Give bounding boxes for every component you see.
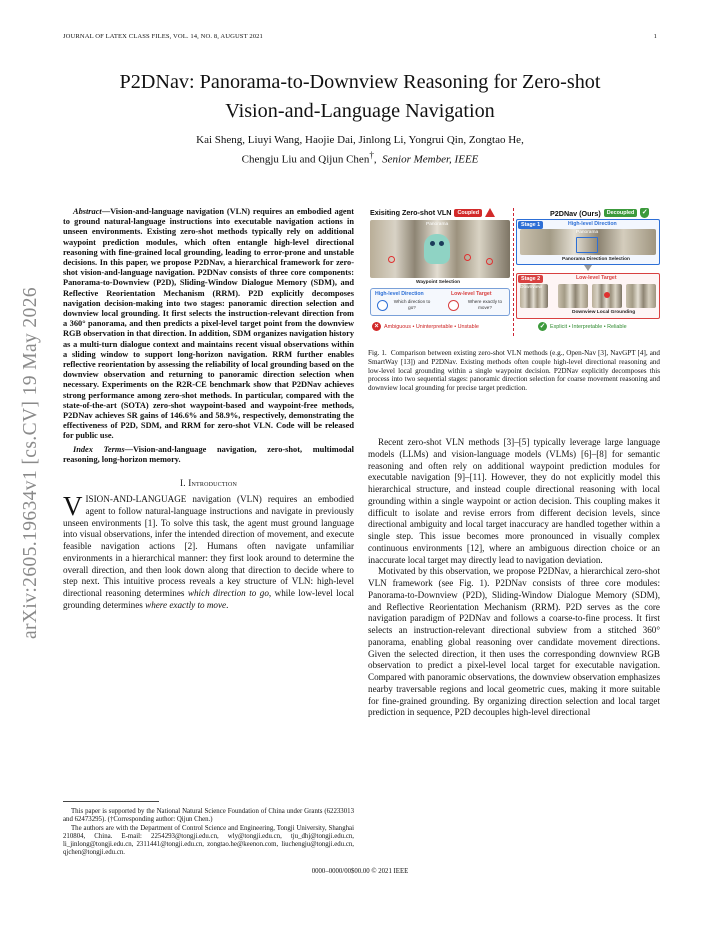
paper-title [90, 68, 630, 126]
robot-eye-right-icon [439, 241, 444, 246]
index-terms [63, 445, 354, 465]
robot-eye-left-icon [430, 241, 435, 246]
question-which-direction: Which direction to go? [393, 299, 431, 310]
waypoint-marker-icon [486, 258, 493, 265]
intro-paragraph [63, 491, 355, 612]
figure-divider [513, 208, 514, 336]
intro-text-start: ISION-AND-LANGUAGE navigation (VLN) requires an embodied agent to follow natural-language instructions and navigate in previously unseen environments [1]. To solve this task, the agent must ground language into visual observations, infer the intended direction of movement, and execute feasible navigation actions [2]. Humans often navigate unfamiliar environments in a hierarchical manner: they first look around to determine the overall direction, and then look down along that direction to decide where to step next. This intuitive process reveals a key structure of VLN: high-level directional reasoning determines [63, 494, 354, 599]
author-list [100, 133, 620, 167]
question-panel [370, 288, 510, 316]
down-arrow-icon [584, 265, 592, 271]
authors-line-1: Kai Sheng, Liuyi Wang, Haojie Dai, Jinlong Li, Yongrui Qin, Zongtao He, [196, 134, 524, 146]
intro-emphasis-2: where exactly to move [145, 599, 227, 610]
title-line-2: Vision-and-Language Navigation [225, 100, 495, 122]
local-target-point-icon [604, 292, 610, 298]
decoupled-tag: Decoupled [604, 209, 638, 217]
arxiv-stamp-text: arXiv:2605.19634v1 [cs.CV] 19 May 2026 [20, 286, 41, 639]
abstract-text: —Vision-and-language navigation (VLN) requires an embodied agent to ground natural-language instructions into executable navigation actions in unseen environments. Existing zero-shot methods typically rely on additional waypoint prediction modules, which often entangle high-level directional reasoning with fine-grained local grounding, leading to error-prone and unstable decisions. In this paper, we propose P2DNav, a hierarchical framework for zero-shot vision-and-language navigation. P2DNav consists of three core components: Panorama-to-Downview (P2D), Sliding-Window Dialogue Memory (SDM), and Reflective Reorientation Mechanism (RRM). P2D explicitly decomposes navigation decision-making into two stages: panoramic direction selection and downview local grounding. It first selects the instruction-relevant direction from a 360° panorama, and then predicts a pixel-level target point from the downview RGB observation in that direction. In addition, SDM organizes navigation history as a multi-turn dialogue context and maintains recent visual observations within a sliding window to support long-horizon navigation. RRM further enables reflective reorientation by assessing the reliability of local grounding based on the downview observation and returning to panoramic direction selection when necessary. Experiments on the R2R-CE benchmark show that P2DNav achieves strong performance among zero-shot methods. In particular, compared with the state-of-the-art (SOTA) zero-shot waypoint-based and waypoint-free methods, P2DNav achieves SR gains of 146.6% and 58.9%, respectively, demonstrating the effectiveness of P2D, SDM, and RRM for zero-shot VLN. Code will be released for public use. [63, 207, 354, 441]
running-head [63, 33, 657, 40]
senior-member: Senior Member, IEEE [382, 153, 479, 166]
corresponding-dagger: † [369, 149, 374, 160]
abstract [63, 207, 354, 442]
journal-line: JOURNAL OF LATEX CLASS FILES, VOL. 14, NO. 8, AUGUST 2021 [63, 33, 263, 40]
funding-note: This paper is supported by the National Natural Science Foundation of China under Grants (62233013 and 62473295). (†Corresponding author: Qijun Chen.) [63, 808, 354, 824]
copyright-line: 0000–0000/00$00.00 © 2021 IEEE [311, 868, 409, 875]
panorama-label: Panorama [426, 222, 449, 227]
downview-frame-3 [626, 284, 656, 308]
downview-grounding-label: Downview Local Grounding [572, 310, 636, 315]
intro-text-mid: , while low-level local grounding determines [63, 588, 355, 610]
existing-methods-title: Exisiting Zero-shot VLN [370, 208, 452, 217]
page-number: 1 [653, 33, 657, 40]
stage-1-tag: Stage 1 [518, 221, 543, 229]
paragraph-motivation: Motivated by this observation, we propose P2DNav, a hierarchical zero-shot VLN framework (see Fig. 1). P2DNav consists of three core modules: Panorama-to-Downview (P2D), Sliding-Window Dialogue Memory (SDM), and Reflective Reorientation Mechanism (RRM). P2D serves as the core navigation paradigm of P2DNav and follows a coarse-to-fine process. It first selects an instruction-relevant directional subview from a stitched 360° panorama, enabling global reasoning over candidate movement directions. Given the selected direction, it then uses the corresponding downview RGB observation to predict a pixel-level local target for executable navigation. Compared with panoramic observations, the downview observation emphasizes nearby traversable regions and local geometric cues, making it more suitable for fine-grained grounding. By organizing direction selection and local target prediction in sequence, P2D decouples high-level directional [368, 566, 660, 718]
left-summary [372, 322, 479, 331]
figure-1 [368, 206, 660, 338]
downview-frame-3-photo [626, 284, 656, 308]
check-icon: ✓ [539, 323, 546, 330]
high-level-direction-title: High-level Direction [375, 291, 424, 297]
footnotes [63, 808, 354, 858]
intro-heading: I. Introduction [179, 478, 238, 489]
intro-emphasis-1: which direction to go [187, 588, 269, 599]
direction-selection-label: Panorama Direction Selection [562, 257, 630, 262]
existing-methods-header [370, 208, 495, 217]
figure-caption [368, 349, 660, 393]
shield-check-icon: ✓ [641, 209, 648, 216]
title-line-1: P2DNav: Panorama-to-Downview Reasoning for Zero-shot [119, 71, 601, 93]
intro-body [63, 491, 355, 612]
right-column [368, 437, 660, 719]
waypoint-marker-icon [464, 254, 471, 261]
compass-icon [377, 300, 388, 311]
p2dnav-title: P2DNav (Ours) [550, 208, 601, 218]
section-heading-introduction [63, 478, 354, 488]
downview-frame-1-photo [558, 284, 588, 308]
drop-cap: V [63, 491, 83, 522]
stage-1-title: High-level Direction [568, 221, 617, 227]
waypoint-marker-icon [388, 256, 395, 263]
intro-text-end: . [226, 599, 229, 610]
robot-agent-icon [424, 234, 450, 264]
downview-label: Downview [520, 285, 542, 290]
existing-methods-panel [368, 206, 512, 338]
waypoint-selection-label: Waypoint Selection [416, 280, 461, 285]
selected-direction-highlight [576, 237, 598, 253]
arxiv-stamp[interactable] [18, 260, 44, 665]
downview-frame-1 [558, 284, 588, 308]
stage-2-tag: Stage 2 [518, 275, 543, 283]
abstract-label: Abstract [73, 207, 102, 216]
authors-line-2: Chengju Liu and Qijun Chen†, Senior Member, IEEE [241, 149, 479, 166]
index-terms-label: Index Terms [73, 444, 125, 454]
p2dnav-header [550, 208, 649, 218]
left-column [63, 207, 354, 612]
right-summary-text: Explicit • Interpretable • Reliable [550, 323, 627, 330]
target-pin-icon [448, 300, 459, 311]
stage-1-panorama-label: Panorama [576, 230, 599, 235]
caption-label: Fig. 1. [368, 349, 387, 357]
cross-icon: × [372, 322, 381, 331]
authors-line-2-names: Chengju Liu and Qijun Chen [241, 153, 370, 166]
warning-icon [485, 208, 495, 217]
p2dnav-panel [516, 206, 660, 338]
coupled-tag: Coupled [454, 209, 482, 217]
right-summary [538, 322, 627, 331]
question-where-exactly: Where exactly to move? [467, 299, 503, 310]
affiliation-note: The authors are with the Department of Control Science and Engineering, Tongji University, Shanghai 210804, China. E-mail: 2254293@tongji.edu.cn, wly@tongji.edu.cn, tju_dhj@tongji.edu.cn, li_jinlong@tongji.edu.cn, 2311441@tongji.edu.cn, zongtao.he@keenon.com, liuchengju@tongji.edu.cn, qjchen@tongji.edu.cn. [63, 824, 354, 857]
index-terms-text: —Vision-and-language navigation, zero-shot, multimodal reasoning, long-horizon memory. [63, 444, 354, 464]
caption-text: Comparison between existing zero-shot VLN methods (e.g., Open-Nav [3], NavGPT [4], and SmartWay [13]) and P2DNav. Existing methods often couple high-level directional reasoning and low-level local grounding within a single waypoint decision. P2DNav explicitly decomposes this process into two sequential stages: panoramic direction selection for coarse movement reasoning and downview local grounding for precise target prediction. [368, 349, 660, 392]
left-summary-text: Ambiguous • Uninterpretable • Unstable [384, 323, 479, 330]
stage-2-title: Low-level Target [576, 275, 617, 281]
low-level-target-title: Low-level Target [451, 291, 492, 297]
footnote-rule [63, 801, 159, 802]
paragraph-related-work: Recent zero-shot VLN methods [3]–[5] typically leverage large language models (LLMs) and vision-language models (VLMs) [6]–[8] for semantic reasoning and often rely on additional waypoint prediction modules for executable navigation [9]–[11]. However, they do not explicitly model this hierarchical structure, and instead couple directional reasoning with local grounding within a single waypoint or action decision. This coupling makes it difficult to isolate and revise errors from different decision levels, since directional ambiguity and local target inaccuracy are handled together within a single step. This issue becomes more pronounced in visually complex continuous environments [12], where an ambiguous direction choice or an inaccurate local target may directly lead to navigation deviation. [368, 437, 660, 565]
